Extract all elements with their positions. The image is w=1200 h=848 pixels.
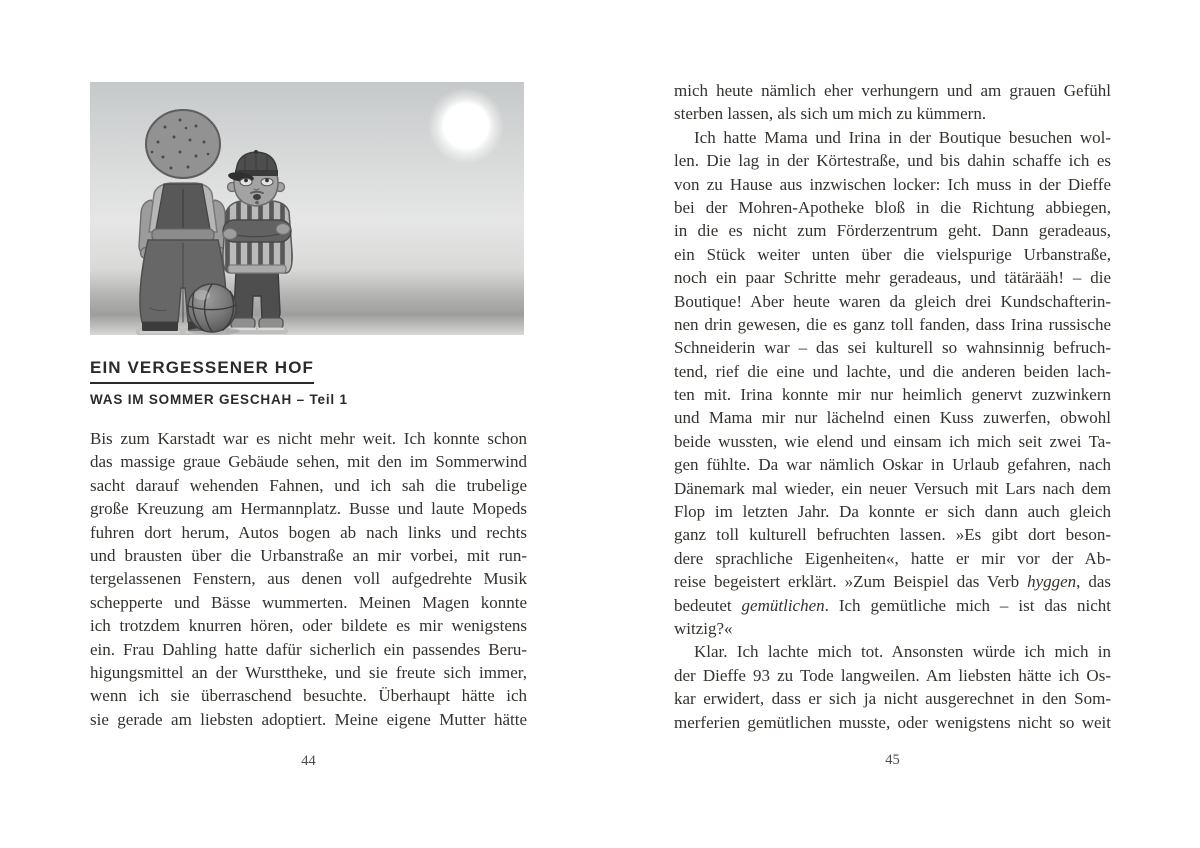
text-line: und Mama mir nur lächelnd einen Kuss zuwerfen, obwohl: [674, 408, 1111, 428]
text-line: sie gerade am liebsten adoptiert. Meine eigene Mutter hätte: [90, 709, 527, 729]
text-line: und brausten über die Urbanstraße an mir vorbei, mit run-: [90, 545, 527, 565]
page-number-right: 45: [885, 752, 900, 768]
chapter-illustration: [90, 82, 524, 335]
text-line: noch ein paar Schritte mehr geradeaus, und tätärääh! – die: [674, 268, 1111, 288]
text-line: von zu Hause aus inzwischen locker: Ich muss in der Dieffe: [674, 174, 1111, 194]
text-line: kar erwidert, dass er sich ja nicht ausgerechnet in den Som-: [674, 689, 1111, 709]
text-line: in die es nicht zum Förderzentrum geht. Dann geradeaus,: [674, 221, 1111, 241]
text-line: gen fühlte. Da war nämlich Oskar in Urlaub gefahren, nach: [674, 455, 1111, 475]
text-line: Boutique! Aber heute waren da gleich drei Kundschafterin-: [674, 291, 1111, 311]
text-line: beide wussten, wie elend und einsam ich mich seit zwei Ta-: [674, 431, 1111, 451]
left-page: [90, 82, 527, 782]
text-line: Dänemark mal wieder, ein neuer Versuch mit Lars nach dem: [674, 478, 1111, 498]
text-line: Flop im letzten Jahr. Da konnte er sich dann auch gleich: [674, 502, 1111, 522]
text-line: ganz toll kulturell befruchten lassen. »Es gibt dort beson-: [674, 525, 1111, 545]
right-page-body: [674, 79, 1111, 734]
text-line: reise begeistert erklärt. »Zum Beispiel das Verb hyggen, das: [674, 572, 1111, 592]
text-line: bei der Mohren-Apotheke bloß in die Richtung abbiegen,: [674, 197, 1111, 217]
text-line: higungsmittel an der Wursttheke, und sie freute sich immer,: [90, 662, 527, 682]
text-line: wenn ich sie überraschend besuchte. Überhaupt hätte ich: [90, 686, 527, 706]
text-line: tergelassenen Fenstern, aus denen voll aufgedrehte Musik: [90, 569, 527, 589]
text-line: len. Die lag in der Körtestraße, und bis dahin schaffe ich es: [674, 151, 1111, 171]
text-line: fuhren dort herum, Autos bogen ab nach links und rechts: [90, 522, 527, 542]
text-line: bedeutet gemütlichen. Ich gemütliche mich – ist das nicht: [674, 595, 1111, 615]
chapter-heading: [90, 358, 348, 407]
text-line: Ich hatte Mama und Irina in der Boutique besuchen wol-: [694, 127, 1111, 147]
right-page: [674, 79, 1111, 779]
text-line: tend, rief die eine und lachte, und die anderen beiden lach-: [674, 361, 1111, 381]
text-line: schepperte und Bässe wummerten. Meinen Magen konnte: [90, 592, 527, 612]
text-line: große Kreuzung am Hermannplatz. Busse und laute Mopeds: [90, 499, 527, 519]
text-line: ein. Frau Dahling hatte dafür sicherlich ein passendes Beru-: [90, 639, 527, 659]
text-line: Klar. Ich lachte mich tot. Ansonsten würde ich mich in: [694, 642, 1111, 662]
text-line: das massige graue Gebäude sehen, mit den im Sommerwind: [90, 452, 527, 472]
page-number-left: 44: [301, 753, 316, 769]
text-line: sacht darauf wehenden Fahnen, und ich sah die trubelige: [90, 475, 527, 495]
text-line: merferien gemütlichen musste, oder wenigstens nicht so weit: [674, 712, 1111, 732]
text-line: Bis zum Karstadt war es nicht mehr weit. Ich konnte schon: [90, 429, 527, 448]
chapter-title: EIN VERGESSENER HOF: [90, 358, 314, 384]
text-line: Schneiderin war – das sei kulturell so wahnsinnig befruch-: [674, 338, 1111, 358]
text-line: ein Stück weiter unten über die vielspurige Urbanstraße,: [674, 244, 1111, 264]
chapter-subtitle: WAS IM SOMMER GESCHAH – Teil 1: [90, 392, 348, 407]
sun: [428, 88, 504, 164]
text-line: ich trotzdem knurren hören, oder bildete es mir wenigstens: [90, 616, 527, 636]
text-line: sterben lassen, als sich um mich zu kümmern.: [674, 104, 987, 124]
text-line: dere sprachliche Eigenheiten«, hatte er mir vor der Ab-: [674, 548, 1111, 568]
text-line: witzig?«: [674, 618, 733, 638]
text-line: nen drin gewesen, die es ganz toll fanden, dass Irina russische: [674, 314, 1111, 334]
text-line: der Dieffe 93 zu Tode langweilen. Am liebsten hätte ich Os-: [674, 665, 1111, 685]
text-line: mich heute nämlich eher verhungern und am grauen Gefühl: [674, 81, 1111, 100]
left-page-body: [90, 427, 527, 731]
text-line: ten mit. Irina konnte mir nur heimlich genervt zuzwinkern: [674, 385, 1111, 405]
